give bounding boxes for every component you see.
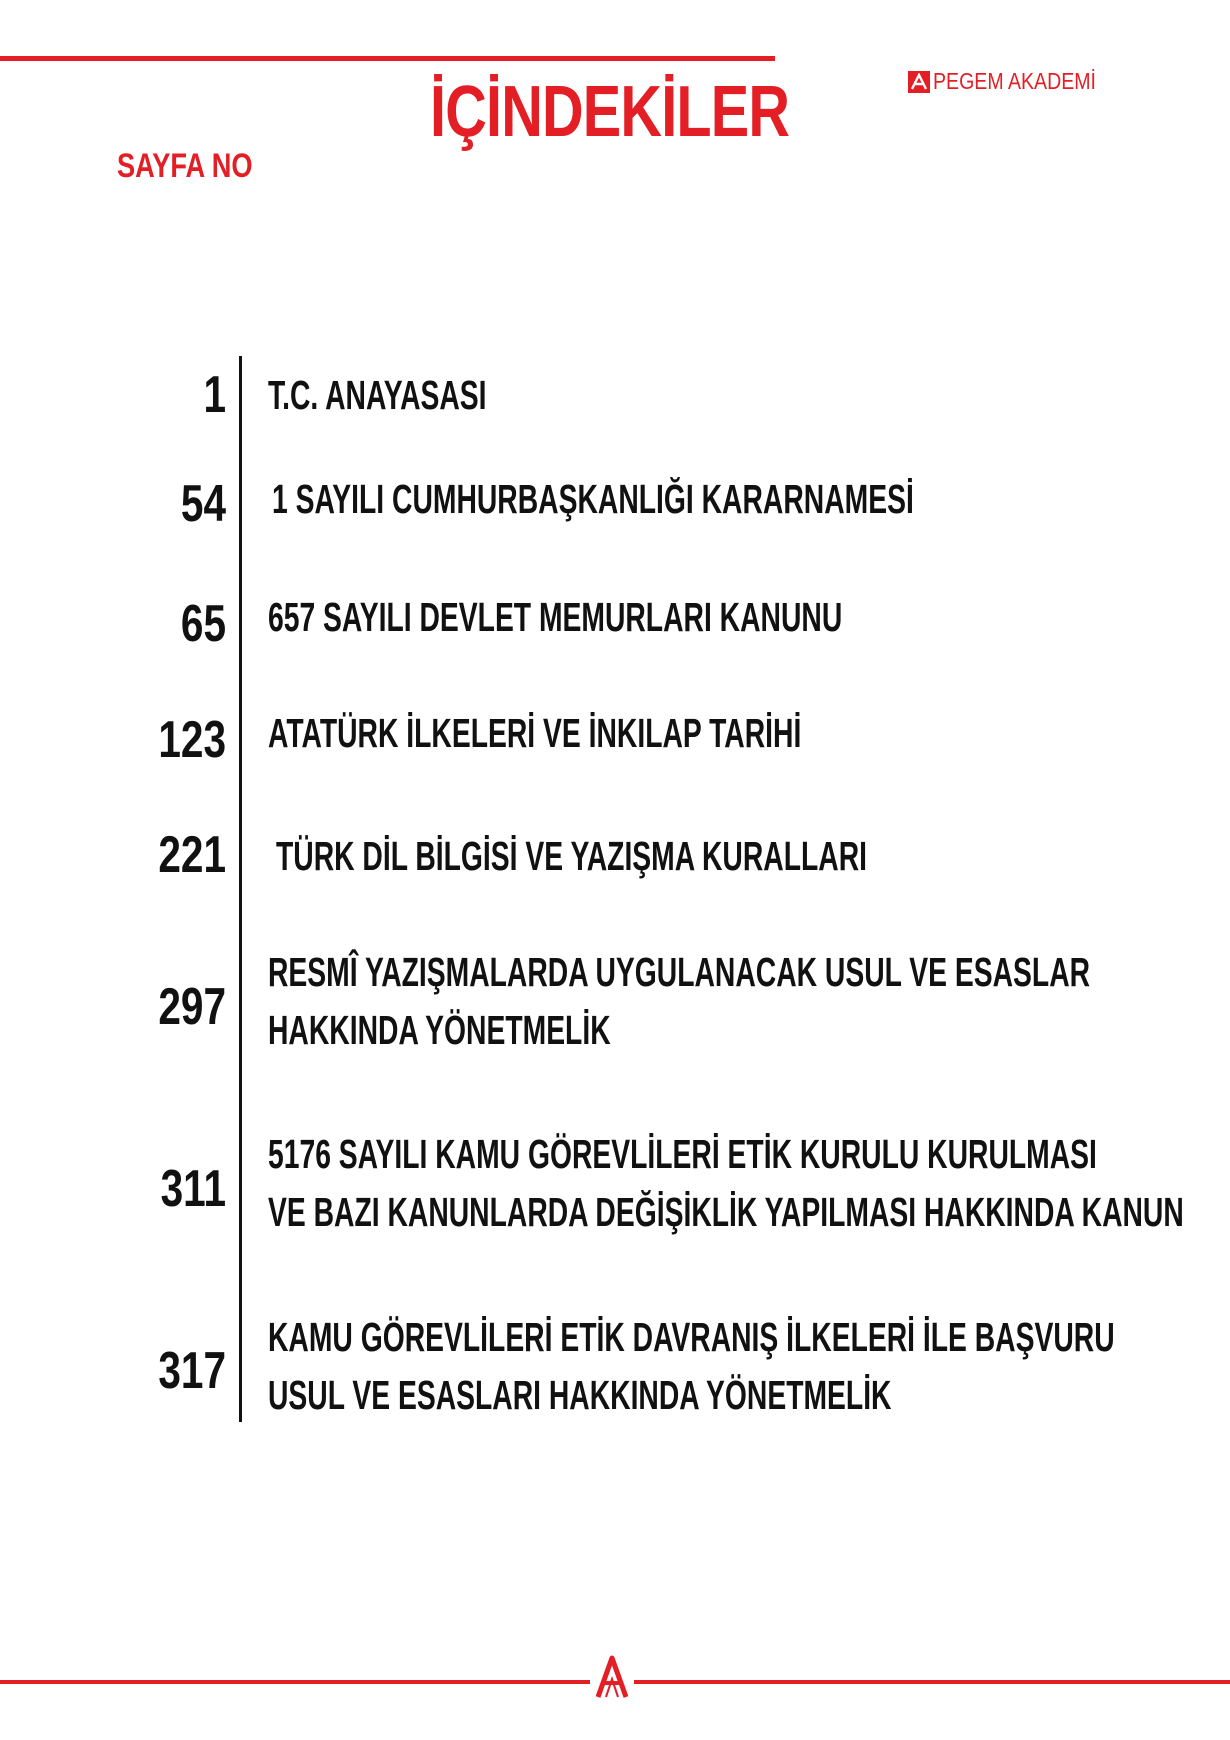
toc-entry-title-line: ATATÜRK İLKELERİ VE İNKILAP TARİHİ: [268, 710, 802, 756]
toc-page-number: 65: [180, 595, 226, 653]
toc-page-number: 317: [158, 1342, 226, 1400]
toc-entry-title: [268, 1308, 1115, 1424]
toc-entry-title: [276, 827, 867, 885]
toc-divider-line: [239, 356, 242, 1422]
toc-entry-title-line: TÜRK DİL BİLGİSİ VE YAZIŞMA KURALLARI: [276, 833, 867, 879]
toc-entry-title-line: T.C. ANAYASASI: [268, 372, 487, 418]
publisher-brand: [908, 68, 1125, 95]
toc-entry-title: [268, 943, 1090, 1059]
publisher-name: PEGEM AKADEMİ: [933, 68, 1096, 94]
toc-page-number: 54: [180, 475, 226, 533]
toc-page-number: 311: [160, 1160, 226, 1218]
toc-page-number: 1: [203, 366, 226, 424]
pegem-logo-icon: [908, 71, 930, 93]
toc-entry-title-line: VE BAZI KANUNLARDA DEĞİŞİKLİK YAPILMASI HAKKINDA KANUN: [268, 1189, 1184, 1235]
top-red-rule: [0, 56, 775, 61]
toc-entry-title-line: RESMÎ YAZIŞMALARDA UYGULANACAK USUL VE ESASLAR: [268, 949, 1091, 995]
toc-entry-title: [268, 366, 487, 424]
toc-entry-title: [272, 470, 914, 528]
pegem-a-icon: [590, 1650, 634, 1704]
toc-entry-title-line: 657 SAYILI DEVLET MEMURLARI KANUNU: [268, 594, 843, 640]
toc-entry-title-line: KAMU GÖREVLİLERİ ETİK DAVRANIŞ İLKELERİ İLE BAŞVURU: [268, 1314, 1115, 1360]
toc-page-number: 221: [158, 826, 226, 884]
toc-entry-title-line: HAKKINDA YÖNETMELİK: [268, 1007, 611, 1053]
page-title: İÇİNDEKİLER: [430, 72, 790, 152]
toc-page-number: 123: [158, 711, 226, 769]
toc-entry-title: [268, 588, 842, 646]
toc-entry-title-line: 1 SAYILI CUMHURBAŞKANLIĞI KARARNAMESİ: [272, 476, 914, 522]
toc-page-number: 297: [158, 978, 226, 1036]
page-number-column-label: SAYFA NO: [117, 147, 253, 185]
toc-entry-title-line: 5176 SAYILI KAMU GÖREVLİLERİ ETİK KURULU KURULMASI: [268, 1131, 1097, 1177]
toc-entry-title-line: USUL VE ESASLARI HAKKINDA YÖNETMELİK: [268, 1372, 892, 1418]
toc-entry-title: [268, 704, 801, 762]
toc-entry-title: [268, 1125, 1184, 1241]
